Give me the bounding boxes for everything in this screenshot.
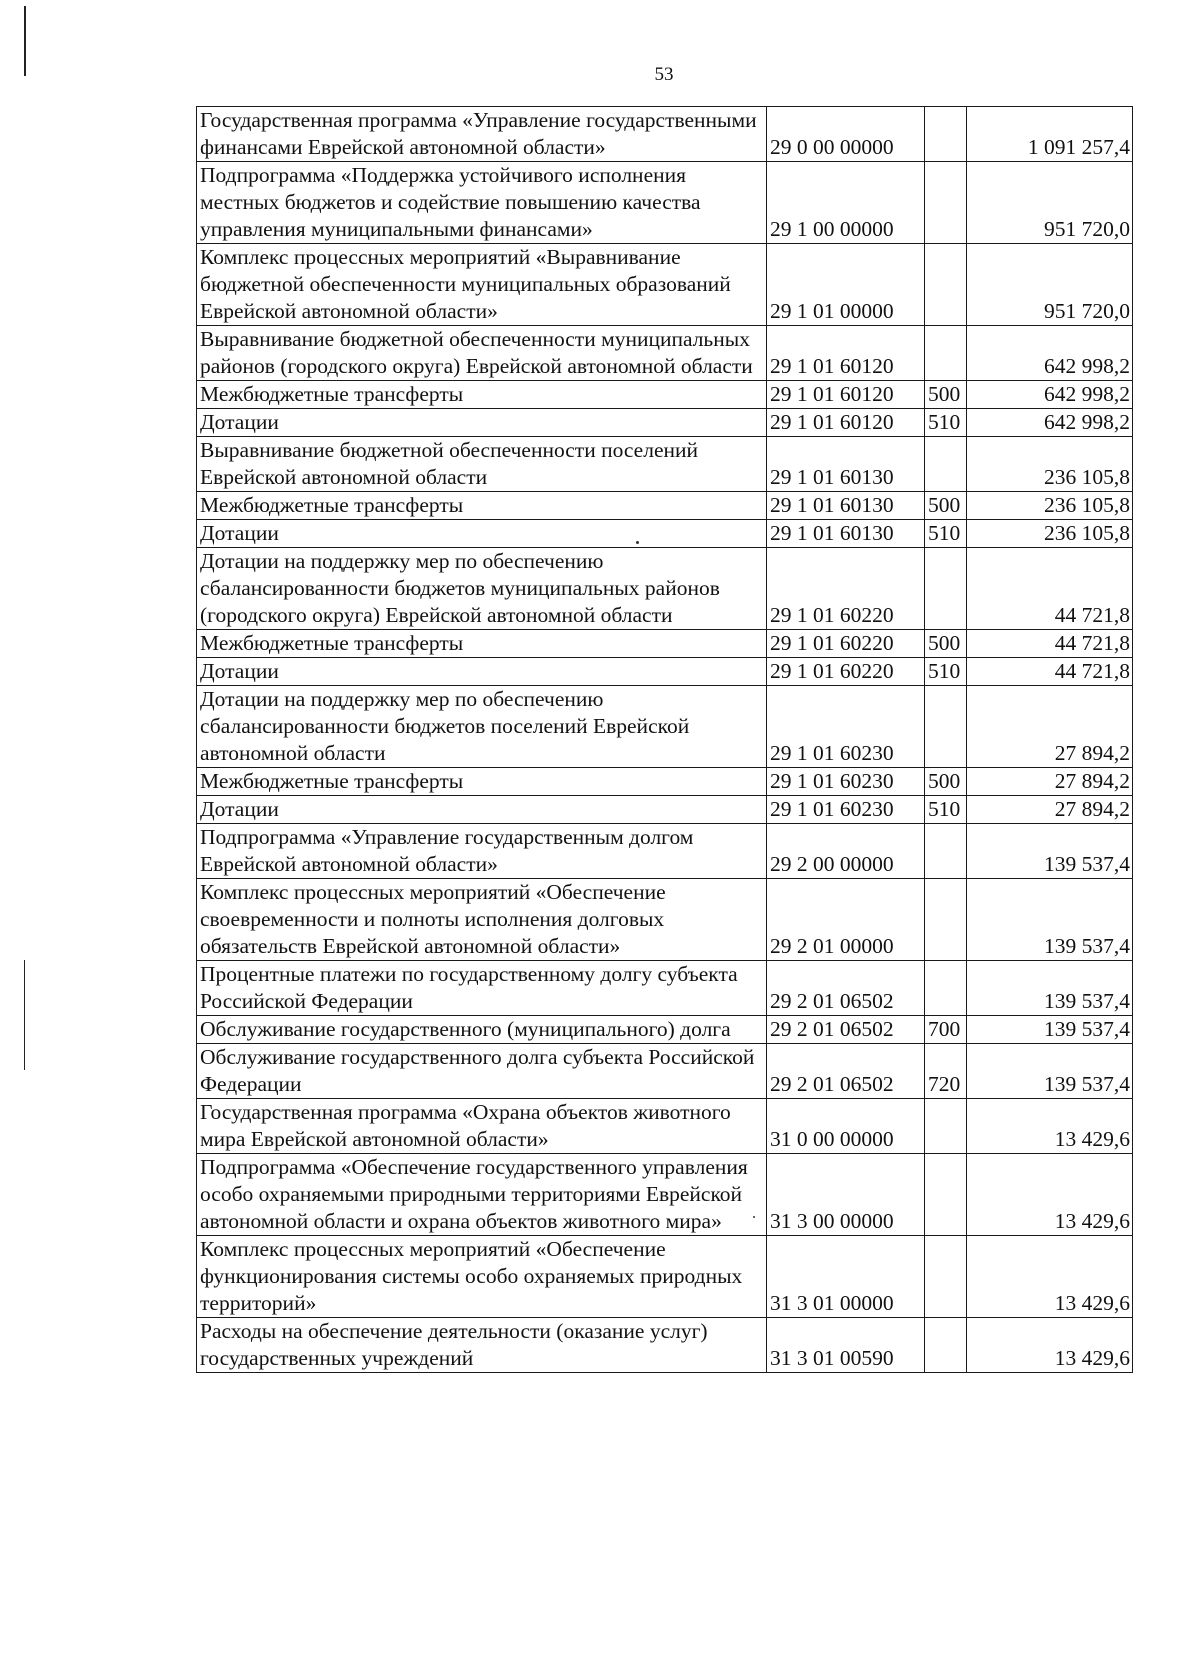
row-expense-type <box>925 107 967 162</box>
row-amount: 27 894,2 <box>967 686 1133 768</box>
row-target-code: 29 1 01 60130 <box>767 520 925 548</box>
table-row <box>197 686 1133 768</box>
row-description: Обслуживание государственного (муниципального) долга <box>197 1016 767 1044</box>
row-amount: 27 894,2 <box>967 796 1133 824</box>
row-expense-type <box>925 1099 967 1154</box>
row-expense-type: 500 <box>925 768 967 796</box>
row-target-code: 29 1 01 60120 <box>767 409 925 437</box>
row-amount: 642 998,2 <box>967 381 1133 409</box>
row-expense-type <box>925 879 967 961</box>
row-amount: 13 429,6 <box>967 1318 1133 1373</box>
row-description: Дотации на поддержку мер по обеспечению сбалансированности бюджетов поселений Еврейской автономной области <box>197 686 767 768</box>
row-description: Межбюджетные трансферты <box>197 630 767 658</box>
row-amount: 236 105,8 <box>967 437 1133 492</box>
row-expense-type: 510 <box>925 409 967 437</box>
row-target-code: 31 3 00 00000 <box>767 1154 925 1236</box>
row-expense-type: 510 <box>925 796 967 824</box>
table-row <box>197 162 1133 244</box>
table-row <box>197 796 1133 824</box>
row-expense-type: 500 <box>925 381 967 409</box>
row-description: Комплекс процессных мероприятий «Выравнивание бюджетной обеспеченности муниципальных образований Еврейской автономной области» <box>197 244 767 326</box>
row-description: Выравнивание бюджетной обеспеченности поселений Еврейской автономной области <box>197 437 767 492</box>
row-target-code: 29 2 01 06502 <box>767 1044 925 1099</box>
row-expense-type <box>925 1154 967 1236</box>
row-target-code: 29 2 01 06502 <box>767 961 925 1016</box>
row-expense-type <box>925 686 967 768</box>
table-row <box>197 437 1133 492</box>
row-expense-type <box>925 548 967 630</box>
table-row <box>197 409 1133 437</box>
row-amount: 13 429,6 <box>967 1154 1133 1236</box>
budget-table-body <box>197 107 1133 1373</box>
row-target-code: 29 2 01 06502 <box>767 1016 925 1044</box>
row-description: Государственная программа «Охрана объектов животного мира Еврейской автономной области» <box>197 1099 767 1154</box>
row-amount: 13 429,6 <box>967 1236 1133 1318</box>
row-description: Дотации <box>197 796 767 824</box>
row-expense-type <box>925 961 967 1016</box>
row-target-code: 31 0 00 00000 <box>767 1099 925 1154</box>
table-row <box>197 107 1133 162</box>
table-row <box>197 824 1133 879</box>
row-amount: 44 721,8 <box>967 548 1133 630</box>
row-target-code: 29 1 01 60230 <box>767 768 925 796</box>
row-expense-type: 500 <box>925 492 967 520</box>
row-target-code: 29 1 01 60130 <box>767 437 925 492</box>
row-target-code: 29 1 00 00000 <box>767 162 925 244</box>
budget-table <box>196 106 1133 1373</box>
row-description: Комплекс процессных мероприятий «Обеспечение своевременности и полноты исполнения долговых обязательств Еврейской автономной области» <box>197 879 767 961</box>
scan-speck <box>753 1216 755 1218</box>
row-description: Межбюджетные трансферты <box>197 768 767 796</box>
row-target-code: 29 1 01 60230 <box>767 796 925 824</box>
row-expense-type <box>925 244 967 326</box>
table-row <box>197 1236 1133 1318</box>
table-row <box>197 1099 1133 1154</box>
row-amount: 642 998,2 <box>967 326 1133 381</box>
row-expense-type <box>925 326 967 381</box>
table-row <box>197 879 1133 961</box>
row-expense-type: 510 <box>925 520 967 548</box>
row-amount: 139 537,4 <box>967 961 1133 1016</box>
row-amount: 1 091 257,4 <box>967 107 1133 162</box>
row-description: Дотации <box>197 658 767 686</box>
row-description: Комплекс процессных мероприятий «Обеспечение функционирования системы особо охраняемых природных территорий» <box>197 1236 767 1318</box>
row-amount: 13 429,6 <box>967 1099 1133 1154</box>
row-amount: 44 721,8 <box>967 658 1133 686</box>
table-row <box>197 326 1133 381</box>
row-expense-type <box>925 162 967 244</box>
row-amount: 951 720,0 <box>967 244 1133 326</box>
row-expense-type <box>925 1236 967 1318</box>
table-row <box>197 1044 1133 1099</box>
table-row <box>197 768 1133 796</box>
row-amount: 139 537,4 <box>967 1044 1133 1099</box>
row-amount: 951 720,0 <box>967 162 1133 244</box>
row-description: Дотации <box>197 409 767 437</box>
table-row <box>197 630 1133 658</box>
table-row <box>197 1016 1133 1044</box>
row-target-code: 31 3 01 00590 <box>767 1318 925 1373</box>
row-description: Подпрограмма «Поддержка устойчивого исполнения местных бюджетов и содействие повышению качества управления муниципальными финансами» <box>197 162 767 244</box>
row-expense-type <box>925 824 967 879</box>
row-target-code: 29 1 01 60220 <box>767 630 925 658</box>
row-target-code: 29 0 00 00000 <box>767 107 925 162</box>
table-row <box>197 244 1133 326</box>
row-expense-type: 500 <box>925 630 967 658</box>
row-target-code: 29 1 01 60130 <box>767 492 925 520</box>
row-description: Государственная программа «Управление государственными финансами Еврейской автономной области» <box>197 107 767 162</box>
row-amount: 642 998,2 <box>967 409 1133 437</box>
table-row <box>197 548 1133 630</box>
table-row <box>197 1318 1133 1373</box>
row-description: Расходы на обеспечение деятельности (оказание услуг) государственных учреждений <box>197 1318 767 1373</box>
row-target-code: 29 2 00 00000 <box>767 824 925 879</box>
row-expense-type: 510 <box>925 658 967 686</box>
row-amount: 139 537,4 <box>967 1016 1133 1044</box>
row-description: Дотации <box>197 520 767 548</box>
row-target-code: 29 2 01 00000 <box>767 879 925 961</box>
table-row <box>197 1154 1133 1236</box>
row-target-code: 29 1 01 60120 <box>767 381 925 409</box>
table-row <box>197 961 1133 1016</box>
row-target-code: 29 1 01 60220 <box>767 548 925 630</box>
row-target-code: 31 3 01 00000 <box>767 1236 925 1318</box>
table-row <box>197 492 1133 520</box>
row-expense-type: 700 <box>925 1016 967 1044</box>
row-amount: 236 105,8 <box>967 492 1133 520</box>
row-expense-type <box>925 437 967 492</box>
row-amount: 139 537,4 <box>967 879 1133 961</box>
row-amount: 27 894,2 <box>967 768 1133 796</box>
row-description: Подпрограмма «Обеспечение государственного управления особо охраняемыми природными территориями Еврейской автономной области и охрана объектов животного мира» <box>197 1154 767 1236</box>
row-amount: 236 105,8 <box>967 520 1133 548</box>
row-description: Выравнивание бюджетной обеспеченности муниципальных районов (городского округа) Еврейской автономной области <box>197 326 767 381</box>
margin-scan-mark <box>24 960 25 1070</box>
row-description: Процентные платежи по государственному долгу субъекта Российской Федерации <box>197 961 767 1016</box>
row-description: Межбюджетные трансферты <box>197 381 767 409</box>
row-description: Обслуживание государственного долга субъекта Российской Федерации <box>197 1044 767 1099</box>
row-description: Подпрограмма «Управление государственным долгом Еврейской автономной области» <box>197 824 767 879</box>
scan-speck <box>636 541 639 544</box>
row-target-code: 29 1 01 00000 <box>767 244 925 326</box>
row-target-code: 29 1 01 60220 <box>767 658 925 686</box>
row-amount: 139 537,4 <box>967 824 1133 879</box>
row-amount: 44 721,8 <box>967 630 1133 658</box>
row-description: Дотации на поддержку мер по обеспечению сбалансированности бюджетов муниципальных районов (городского округа) Еврейской автономной области <box>197 548 767 630</box>
table-row <box>197 381 1133 409</box>
table-row <box>197 658 1133 686</box>
table-row <box>197 520 1133 548</box>
row-expense-type <box>925 1318 967 1373</box>
row-target-code: 29 1 01 60230 <box>767 686 925 768</box>
row-expense-type: 720 <box>925 1044 967 1099</box>
row-description: Межбюджетные трансферты <box>197 492 767 520</box>
page-number: 53 <box>654 64 674 85</box>
row-target-code: 29 1 01 60120 <box>767 326 925 381</box>
